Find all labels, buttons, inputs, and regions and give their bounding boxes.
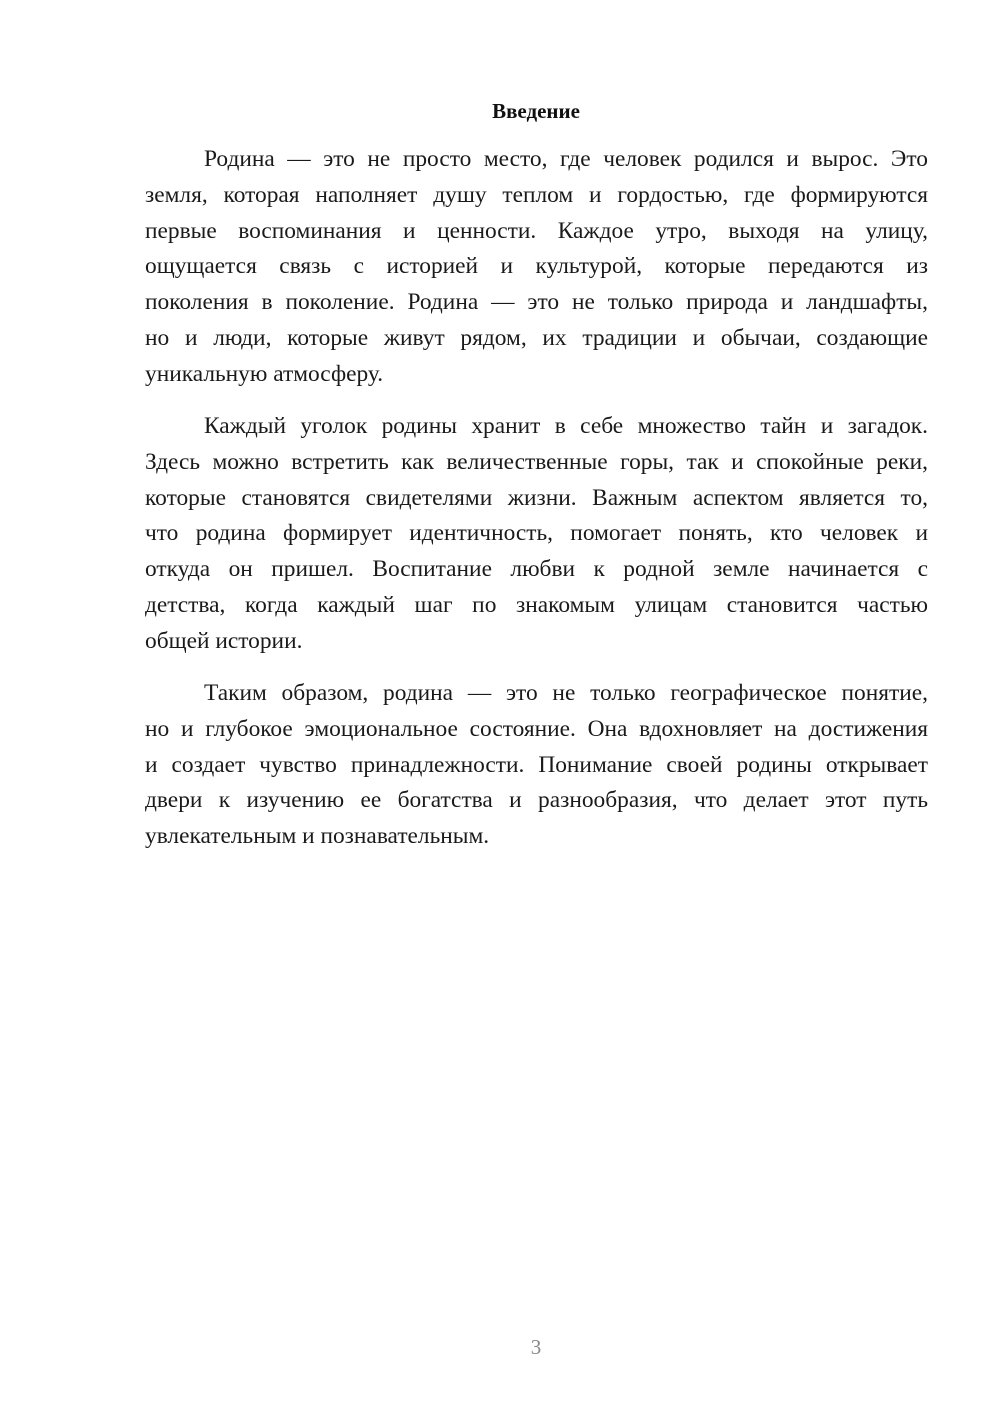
paragraph-line: поколения в поколение. Родина — это не только природа и ландшафты, xyxy=(145,289,928,316)
paragraph-3 xyxy=(145,676,928,855)
paragraph-line: и создает чувство принадлежности. Понимание своей родины открывает xyxy=(145,751,928,778)
section-title: Введение xyxy=(492,99,580,123)
paragraph-line: земля, которая наполняет душу теплом и гордостью, где формируются xyxy=(145,181,928,208)
paragraph-line: но и глубокое эмоциональное состояние. Она вдохновляет на достижения xyxy=(145,715,928,742)
paragraph-line: которые становятся свидетелями жизни. Важным аспектом является то, xyxy=(145,484,928,511)
page-number: 3 xyxy=(530,1335,542,1359)
paragraph-line: что родина формирует идентичность, помогает понять, кто человек и xyxy=(145,520,928,547)
paragraph-line: ощущается связь с историей и культурой, которые передаются из xyxy=(145,253,928,280)
paragraph-2 xyxy=(145,409,928,660)
paragraph-line: детства, когда каждый шаг по знакомым улицам становится частью xyxy=(145,591,928,618)
paragraph-line: откуда он пришел. Воспитание любви к родной земле начинается с xyxy=(145,556,928,583)
paragraph-line: но и люди, которые живут рядом, их традиции и обычаи, создающие xyxy=(145,324,928,351)
paragraph-line: Каждый уголок родины хранит в себе множество тайн и загадок. xyxy=(204,413,928,439)
paragraph-line: увлекательным и познавательным. xyxy=(145,823,490,850)
paragraph-line: Здесь можно встретить как величественные горы, так и спокойные реки, xyxy=(145,448,928,475)
paragraph-line: двери к изучению ее богатства и разнообразия, что делает этот путь xyxy=(145,787,928,814)
paragraph-line: первые воспоминания и ценности. Каждое утро, выходя на улицу, xyxy=(145,217,928,244)
paragraph-line: общей истории. xyxy=(145,627,303,654)
paragraph-line: Таким образом, родина — это не только географическое понятие, xyxy=(204,680,928,706)
paragraph-1 xyxy=(145,142,928,393)
paragraph-line: Родина — это не просто место, где человек родился и вырос. Это xyxy=(204,146,928,172)
paragraph-line: уникальную атмосферу. xyxy=(145,360,384,387)
